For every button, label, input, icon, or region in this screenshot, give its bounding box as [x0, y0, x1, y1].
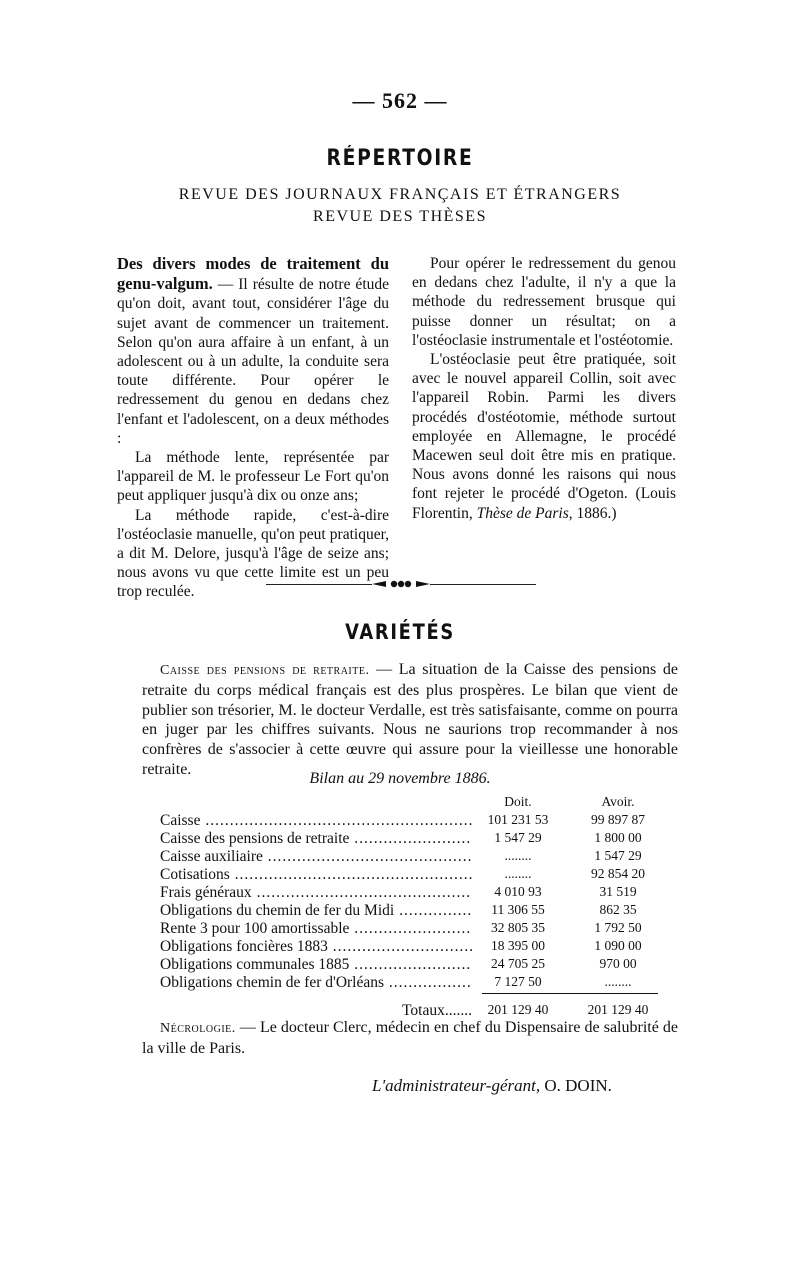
row-avoir: 99 897 87 — [591, 812, 645, 827]
table-row — [160, 830, 660, 848]
row-label: Caisse des pensions de retraite ..... — [160, 830, 472, 848]
row-avoir: 92 854 20 — [591, 866, 645, 881]
row-doit: 4 010 93 — [494, 884, 542, 899]
row-doit: 11 306 55 — [491, 902, 545, 917]
section-title: RÉPERTOIRE — [326, 146, 474, 171]
divider-ornament-icon — [372, 578, 430, 590]
citation-year: , 1886.) — [568, 504, 617, 522]
row-doit: 1 547 29 — [494, 830, 542, 845]
row-label: Obligations du chemin de fer du Midi ..... — [160, 902, 472, 920]
table-header-row — [160, 794, 660, 812]
table-row — [160, 848, 660, 866]
article-p1-text: — Il résulte de notre étude qu'on doit, avant tout, considérer l'âge du sujet avant de commencer un traitement. Selon qu'on aura affaire à un enfant, à un adolescent ou à un adulte, la conduite sera toute différente. Pour opérer le redressement du genou en dedans chez l'enfant et l'adolescent, on a deux méthodes : — [117, 276, 389, 447]
table-row — [160, 956, 660, 974]
row-label: Rente 3 pour 100 amortissable ..... — [160, 920, 472, 938]
total-label: Totaux....... — [402, 1002, 472, 1019]
row-doit: 32 805 35 — [491, 920, 545, 935]
citation-title: Thèse de Paris — [476, 504, 569, 522]
row-doit: ........ — [504, 866, 532, 881]
necrologie-heading: Nécrologie. — [160, 1021, 236, 1036]
necrologie-paragraph — [142, 1018, 678, 1059]
row-doit: 18 395 00 — [491, 938, 545, 953]
row-avoir: 970 00 — [599, 956, 637, 971]
row-label: Caisse auxiliaire ..... — [160, 848, 472, 866]
row-avoir: 1 792 50 — [594, 920, 642, 935]
citation-author: (Louis Florentin, — [412, 485, 677, 522]
signature-name: O. DOIN. — [540, 1076, 612, 1095]
row-avoir: 31 519 — [599, 884, 637, 899]
subtitle-theses: REVUE DES THÈSES — [313, 208, 487, 225]
row-label: Obligations chemin de fer d'Orléans ..... — [160, 974, 472, 992]
row-avoir: 1 547 29 — [594, 848, 642, 863]
table-row — [160, 902, 660, 920]
article-paragraph-5 — [412, 350, 676, 523]
row-label: Caisse ..... — [160, 812, 472, 830]
varietes-title: VARIÉTÉS — [345, 620, 455, 644]
table-row — [160, 884, 660, 902]
row-doit: ........ — [504, 848, 532, 863]
column-header-avoir: Avoir. — [601, 794, 635, 809]
row-label: Cotisations ..... — [160, 866, 472, 884]
article-heading: Des divers modes de traitement du genu-valgum. — [117, 254, 389, 294]
article-paragraph-4: Pour opérer le redressement du genou en dedans chez l'adulte, il n'y a que la méthode du redressement brusque qui puisse donner un résultat; on a l'ostéoclasie instrumentale et l'ostéotomie. — [412, 255, 676, 349]
total-doit: 201 129 40 — [487, 1002, 549, 1017]
row-doit: 7 127 50 — [494, 974, 542, 989]
row-label: Frais généraux ..... — [160, 884, 472, 902]
signature-role: L'administrateur-gérant, — [372, 1076, 541, 1095]
column-header-doit: Doit. — [504, 794, 532, 809]
article-column-left — [117, 254, 389, 602]
article-paragraph-2: La méthode lente, représentée par l'appareil de M. le professeur Le Fort qu'on peut appliquer jusqu'à dix ou onze ans; — [117, 449, 389, 505]
table-row — [160, 920, 660, 938]
caisse-paragraph — [142, 660, 678, 780]
total-avoir: 201 129 40 — [587, 1002, 649, 1017]
caisse-heading: Caisse des pensions de retraite. — [160, 663, 370, 678]
signature — [372, 1076, 612, 1096]
row-doit: 24 705 25 — [491, 956, 545, 971]
row-avoir: 862 35 — [599, 902, 637, 917]
article-p5-text: L'ostéoclasie peut être pratiquée, soit avec le nouvel appareil Collin, soit avec l'appareil Robin. Parmi les divers procédés d'ostéotomie, méthode surtout employée en Allemagne, le procédé Macewen seul doit être mis en pratique. Nous avons donné les raisons qui nous font rejeter le procédé d'Ogeton. — [412, 351, 676, 503]
page-number: — 562 — — [352, 88, 448, 113]
article-column-right — [412, 254, 676, 523]
necrologie-text: — Le docteur Clerc, médecin en chef du Dispensaire de salubrité de la ville de Paris. — [142, 1019, 678, 1057]
row-doit: 101 231 53 — [487, 812, 549, 827]
table-row — [160, 812, 660, 830]
row-label: Obligations foncières 1883 ..... — [160, 938, 472, 956]
article-paragraph-3: La méthode rapide, c'est-à-dire l'ostéoclasie manuelle, qu'on peut pratiquer, a dit M. Delore, jusqu'à l'âge de seize ans; nous avons vu que cette limite est un peu trop reculée. — [117, 506, 389, 601]
caisse-text: — La situation de la Caisse des pensions de retraite du corps médical français est des plus prospères. Le bilan que vient de publier son trésorier, M. le docteur Verdalle, est très satisfaisante, comme on pourra en juger par les chiffres suivants. Nous ne saurions trop recommander à nos confrères de s'associer à cette œuvre qui assure pour la vieillesse une honorable retraite. — [142, 661, 678, 778]
row-avoir: 1 090 00 — [594, 938, 642, 953]
table-row — [160, 938, 660, 956]
article-paragraph-1 — [117, 254, 389, 448]
row-avoir: ........ — [604, 974, 632, 989]
table-row — [160, 974, 660, 992]
subtitle-journals: REVUE DES JOURNAUX FRANÇAIS ET ÉTRANGERS — [178, 186, 622, 203]
table-row — [160, 866, 660, 884]
row-label: Obligations communales 1885 ..... — [160, 956, 472, 974]
row-avoir: 1 800 00 — [594, 830, 642, 845]
total-rule — [482, 993, 658, 994]
bilan-title: Bilan au 29 novembre 1886. — [309, 770, 491, 787]
